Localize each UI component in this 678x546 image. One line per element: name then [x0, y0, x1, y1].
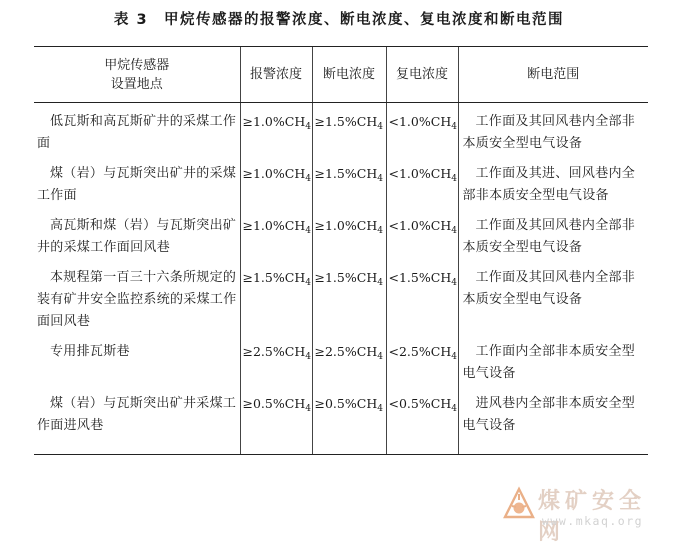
- alarm-subscript: 4: [305, 226, 311, 236]
- cell-range: 进风巷内全部非本质安全型电气设备: [458, 385, 648, 455]
- watermark-logo-icon: [502, 486, 536, 526]
- watermark: [502, 484, 672, 545]
- cutoff-gas: CH: [356, 166, 378, 181]
- cutoff-value: 1.5%: [324, 114, 357, 129]
- alarm-subscript: 4: [305, 352, 311, 362]
- watermark-text: 煤矿安全网: [538, 489, 647, 545]
- table-row: [34, 155, 648, 207]
- alarm-value: 2.5%: [252, 344, 285, 359]
- cutoff-subscript: 4: [377, 122, 383, 132]
- cell-location: 专用排瓦斯巷: [50, 344, 130, 359]
- table-row: [34, 207, 648, 259]
- alarm-op: ≥: [242, 114, 253, 129]
- cell-location: 低瓦斯和高瓦斯矿井的采煤工作面: [37, 114, 237, 151]
- restore-value: 1.0%: [398, 166, 431, 181]
- cell-alarm: [240, 103, 312, 156]
- restore-value: 0.5%: [398, 396, 431, 411]
- alarm-subscript: 4: [305, 122, 311, 132]
- restore-op: <: [388, 114, 399, 129]
- restore-op: <: [388, 396, 399, 411]
- cutoff-subscript: 4: [377, 404, 383, 414]
- header-location-line2: 设置地点: [110, 76, 163, 92]
- restore-value: 1.5%: [398, 270, 431, 285]
- cutoff-subscript: 4: [377, 352, 383, 362]
- alarm-value: 0.5%: [252, 396, 285, 411]
- table-title: 表 3 甲烷传感器的报警浓度、断电浓度、复电浓度和断电范围: [113, 12, 565, 28]
- restore-subscript: 4: [451, 404, 457, 414]
- cell-location: 高瓦斯和煤（岩）与瓦斯突出矿井的采煤工作面回风巷: [37, 218, 237, 255]
- cell-restore: [386, 385, 458, 455]
- restore-subscript: 4: [451, 278, 457, 288]
- table-header-row: [34, 47, 648, 103]
- cell-location: 本规程第一百三十六条所规定的装有矿井安全监控系统的采煤工作面回风巷: [37, 270, 237, 329]
- cutoff-op: ≥: [314, 114, 325, 129]
- cell-cutoff: [312, 155, 386, 207]
- alarm-op: ≥: [242, 218, 253, 233]
- alarm-gas: CH: [284, 166, 306, 181]
- alarm-value: 1.0%: [252, 166, 285, 181]
- cell-location: 煤（岩）与瓦斯突出矿井采煤工作面进风巷: [34, 385, 240, 455]
- cell-cutoff: [312, 333, 386, 385]
- cutoff-op: ≥: [314, 166, 325, 181]
- alarm-op: ≥: [242, 344, 253, 359]
- alarm-gas: CH: [284, 114, 306, 129]
- alarm-op: ≥: [242, 270, 253, 285]
- cell-restore: [386, 207, 458, 259]
- cutoff-value: 0.5%: [324, 396, 357, 411]
- cell-cutoff: [312, 207, 386, 259]
- restore-op: <: [388, 166, 399, 181]
- alarm-gas: CH: [284, 218, 306, 233]
- cutoff-subscript: 4: [377, 174, 383, 184]
- restore-op: <: [388, 270, 399, 285]
- cell-location: 煤（岩）与瓦斯突出矿井的采煤工作面: [37, 166, 237, 203]
- cell-restore: [386, 259, 458, 333]
- cutoff-value: 1.5%: [324, 270, 357, 285]
- cell-range: 工作面及其回风巷内全部非本质安全型电气设备: [458, 103, 648, 156]
- alarm-gas: CH: [284, 270, 306, 285]
- table-row: [34, 333, 648, 385]
- restore-subscript: 4: [451, 226, 457, 236]
- restore-op: <: [388, 218, 399, 233]
- cutoff-value: 2.5%: [324, 344, 357, 359]
- alarm-value: 1.5%: [252, 270, 285, 285]
- table-row: [34, 385, 648, 455]
- methane-sensor-table: [34, 46, 648, 455]
- header-location: [34, 47, 240, 103]
- cell-range: 工作面内全部非本质安全型电气设备: [458, 333, 648, 385]
- header-alarm: 报警浓度: [240, 47, 312, 103]
- alarm-gas: CH: [284, 396, 306, 411]
- restore-gas: CH: [430, 114, 452, 129]
- restore-subscript: 4: [451, 174, 457, 184]
- cutoff-value: 1.0%: [324, 218, 357, 233]
- cell-range: 工作面及其回风巷内全部非本质安全型电气设备: [458, 259, 648, 333]
- header-cutoff: 断电浓度: [312, 47, 386, 103]
- cell-cutoff: [312, 385, 386, 455]
- cutoff-op: ≥: [314, 396, 325, 411]
- table-row: [34, 259, 648, 333]
- cell-restore: [386, 333, 458, 385]
- cutoff-gas: CH: [356, 270, 378, 285]
- cell-cutoff: [312, 103, 386, 156]
- cell-restore: [386, 155, 458, 207]
- cutoff-op: ≥: [314, 218, 325, 233]
- restore-value: 1.0%: [398, 114, 431, 129]
- restore-gas: CH: [430, 396, 452, 411]
- alarm-op: ≥: [242, 166, 253, 181]
- header-range: 断电范围: [458, 47, 648, 103]
- cell-range: 工作面及其回风巷内全部非本质安全型电气设备: [458, 207, 648, 259]
- cell-alarm: [240, 333, 312, 385]
- cell-restore: [386, 103, 458, 156]
- alarm-op: ≥: [242, 396, 253, 411]
- cutoff-subscript: 4: [377, 278, 383, 288]
- cell-cutoff: [312, 259, 386, 333]
- restore-op: <: [388, 344, 399, 359]
- restore-gas: CH: [430, 270, 452, 285]
- cutoff-value: 1.5%: [324, 166, 357, 181]
- alarm-value: 1.0%: [252, 114, 285, 129]
- cutoff-subscript: 4: [377, 226, 383, 236]
- cell-alarm: [240, 385, 312, 455]
- cell-alarm: [240, 155, 312, 207]
- restore-value: 1.0%: [398, 218, 431, 233]
- restore-gas: CH: [430, 166, 452, 181]
- table-row: [34, 103, 648, 156]
- restore-subscript: 4: [451, 352, 457, 362]
- restore-gas: CH: [430, 218, 452, 233]
- restore-gas: CH: [430, 344, 452, 359]
- cutoff-gas: CH: [356, 396, 378, 411]
- alarm-subscript: 4: [305, 404, 311, 414]
- cell-alarm: [240, 259, 312, 333]
- restore-subscript: 4: [451, 122, 457, 132]
- alarm-subscript: 4: [305, 278, 311, 288]
- cutoff-op: ≥: [314, 270, 325, 285]
- restore-value: 2.5%: [398, 344, 431, 359]
- cell-range: 工作面及其进、回风巷内全部非本质安全型电气设备: [458, 155, 648, 207]
- watermark-url: www.mkaq.org: [542, 514, 644, 528]
- alarm-value: 1.0%: [252, 218, 285, 233]
- alarm-subscript: 4: [305, 174, 311, 184]
- cutoff-gas: CH: [356, 114, 378, 129]
- header-restore: 复电浓度: [386, 47, 458, 103]
- cell-alarm: [240, 207, 312, 259]
- header-location-line1: 甲烷传感器: [104, 57, 170, 73]
- alarm-gas: CH: [284, 344, 306, 359]
- cutoff-gas: CH: [356, 218, 378, 233]
- cutoff-op: ≥: [314, 344, 325, 359]
- cutoff-gas: CH: [356, 344, 378, 359]
